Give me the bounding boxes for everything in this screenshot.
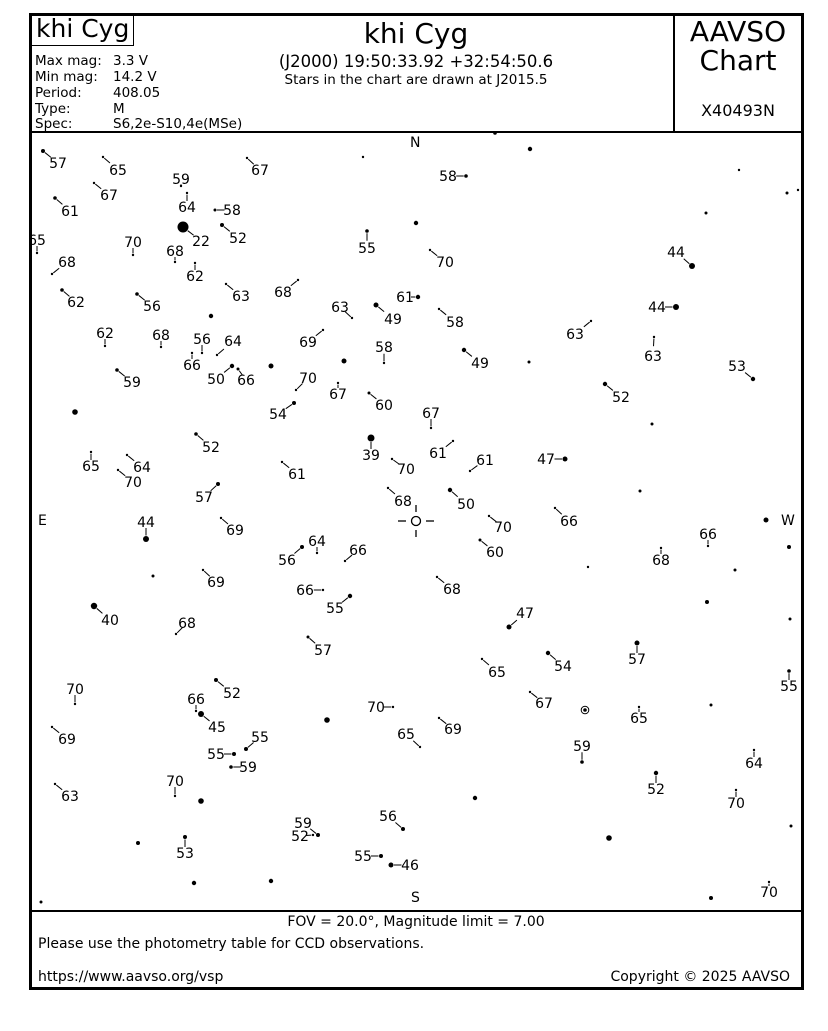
brand-line-2: Chart — [699, 44, 777, 77]
star-label-12: 68 — [166, 244, 184, 260]
star-label-25: 63 — [331, 300, 349, 316]
star-label-92: 65 — [630, 711, 648, 727]
direction-north: N — [410, 135, 421, 151]
direction-south: S — [411, 890, 420, 906]
star-label-87: 45 — [208, 720, 226, 736]
star-label-28: 63 — [566, 327, 584, 343]
info-label-period: Period: — [35, 85, 82, 101]
star-label-97: 59 — [573, 739, 591, 755]
star-label-4: 59 — [172, 172, 190, 188]
star-label-41: 54 — [269, 407, 287, 423]
star-label-63: 69 — [226, 523, 244, 539]
aavso-brand — [676, 17, 800, 75]
star-label-98: 64 — [745, 756, 763, 772]
star-label-14: 68 — [58, 255, 76, 271]
star-label-84: 52 — [223, 686, 241, 702]
star-label-83: 55 — [780, 679, 798, 695]
star-label-57: 61 — [288, 467, 306, 483]
star-label-10: 65 — [28, 233, 46, 249]
coordinates: (J2000) 19:50:33.92 +32:54:50.6 — [278, 52, 554, 71]
star-label-109: 70 — [760, 885, 778, 901]
info-value-type: M — [113, 101, 125, 117]
star-label-37: 69 — [299, 335, 317, 351]
star-label-104: 59 — [294, 816, 312, 832]
star-label-103: 56 — [379, 809, 397, 825]
star-label-27: 58 — [446, 315, 464, 331]
star-label-0: 57 — [49, 156, 67, 172]
star-label-68: 60 — [486, 545, 504, 561]
star-label-88: 67 — [535, 696, 553, 712]
star-label-17: 62 — [67, 295, 85, 311]
star-label-91: 65 — [397, 727, 415, 743]
star-label-70: 68 — [652, 553, 670, 569]
aavso-url[interactable]: https://www.aavso.org/vsp — [38, 969, 224, 985]
star-label-43: 67 — [329, 387, 347, 403]
star-label-7: 61 — [61, 204, 79, 220]
star-label-65: 56 — [278, 553, 296, 569]
star-label-105: 52 — [291, 829, 309, 845]
star-label-31: 68 — [152, 328, 170, 344]
star-label-5: 64 — [178, 200, 196, 216]
star-label-15: 63 — [232, 289, 250, 305]
star-label-81: 65 — [488, 665, 506, 681]
star-label-94: 55 — [251, 730, 269, 746]
star-label-86: 66 — [187, 692, 205, 708]
direction-west: W — [781, 513, 795, 529]
star-label-46: 53 — [728, 359, 746, 375]
star-label-8: 22 — [192, 234, 210, 250]
info-value-spec: S6,2e-S10,4e(MSe) — [113, 116, 243, 132]
star-label-1: 65 — [109, 163, 127, 179]
chart-frame — [29, 13, 804, 990]
star-label-51: 70 — [397, 462, 415, 478]
star-label-42: 70 — [299, 371, 317, 387]
star-label-45: 52 — [612, 390, 630, 406]
info-label-min-mag: Min mag: — [35, 69, 98, 85]
star-label-100: 70 — [166, 774, 184, 790]
star-label-102: 70 — [727, 796, 745, 812]
star-label-30: 62 — [96, 326, 114, 342]
star-label-72: 69 — [207, 575, 225, 591]
star-label-82: 57 — [628, 652, 646, 668]
star-label-101: 52 — [647, 782, 665, 798]
chart-id: X40493N — [701, 101, 775, 120]
photometry-note: Please use the photometry table for CCD observations. — [38, 936, 425, 952]
star-label-89: 70 — [367, 700, 385, 716]
star-label-95: 55 — [207, 747, 225, 763]
star-label-52: 61 — [476, 453, 494, 469]
star-label-53: 47 — [537, 452, 555, 468]
star-label-106: 53 — [176, 846, 194, 862]
star-label-50: 61 — [429, 446, 447, 462]
star-label-62: 66 — [560, 514, 578, 530]
star-label-93: 69 — [58, 732, 76, 748]
info-label-type: Type: — [35, 101, 71, 117]
star-label-34: 66 — [183, 358, 201, 374]
star-label-9: 52 — [229, 231, 247, 247]
star-label-32: 56 — [193, 332, 211, 348]
star-name: khi Cyg — [36, 14, 130, 43]
star-label-11: 70 — [124, 235, 142, 251]
star-label-13: 62 — [186, 269, 204, 285]
star-label-22: 44 — [667, 245, 685, 261]
info-label-spec: Spec: — [35, 116, 73, 132]
star-label-64: 44 — [137, 515, 155, 531]
star-label-108: 46 — [401, 858, 419, 874]
star-label-74: 66 — [296, 583, 314, 599]
star-label-99: 63 — [61, 789, 79, 805]
copyright: Copyright © 2025 AAVSO — [610, 969, 790, 985]
star-label-76: 40 — [101, 613, 119, 629]
star-label-49: 39 — [362, 448, 380, 464]
star-label-77: 47 — [516, 606, 534, 622]
star-label-33: 64 — [224, 334, 242, 350]
star-label-23: 44 — [648, 300, 666, 316]
star-label-38: 58 — [375, 340, 393, 356]
star-label-29: 63 — [644, 349, 662, 365]
star-label-90: 69 — [444, 722, 462, 738]
info-value-max-mag: 3.3 V — [113, 53, 148, 69]
star-label-73: 68 — [443, 582, 461, 598]
star-label-6: 58 — [223, 203, 241, 219]
info-value-period: 408.05 — [113, 85, 161, 101]
chart-title: khi Cyg — [363, 17, 469, 50]
brand-line-1: AAVSO — [689, 15, 787, 48]
star-label-44: 60 — [375, 398, 393, 414]
star-label-60: 50 — [457, 497, 475, 513]
footer-top-rule — [30, 910, 802, 912]
star-label-80: 54 — [554, 659, 572, 675]
star-label-20: 70 — [436, 255, 454, 271]
star-label-16: 68 — [274, 285, 292, 301]
star-label-58: 57 — [195, 490, 213, 506]
info-value-min-mag: 14.2 V — [113, 69, 157, 85]
star-label-96: 59 — [239, 760, 257, 776]
header-divider — [673, 14, 675, 131]
star-label-85: 70 — [66, 682, 84, 698]
star-label-61: 70 — [494, 520, 512, 536]
star-label-24: 49 — [384, 312, 402, 328]
star-label-69: 66 — [699, 527, 717, 543]
star-label-107: 55 — [354, 849, 372, 865]
star-label-56: 70 — [124, 475, 142, 491]
direction-east: E — [38, 513, 47, 529]
star-label-39: 49 — [471, 356, 489, 372]
star-label-26: 61 — [396, 290, 414, 306]
star-label-18: 56 — [143, 299, 161, 315]
star-label-67: 66 — [349, 543, 367, 559]
star-label-79: 57 — [314, 643, 332, 659]
epoch-note: Stars in the chart are drawn at J2015.5 — [284, 72, 548, 88]
star-label-48: 52 — [202, 440, 220, 456]
star-label-47: 67 — [422, 406, 440, 422]
star-label-78: 68 — [178, 616, 196, 632]
star-label-3: 67 — [100, 188, 118, 204]
star-label-59: 68 — [394, 494, 412, 510]
star-label-55: 64 — [133, 460, 151, 476]
star-label-36: 66 — [237, 373, 255, 389]
star-label-54: 65 — [82, 459, 100, 475]
star-label-35: 50 — [207, 372, 225, 388]
star-label-75: 55 — [326, 601, 344, 617]
star-label-21: 58 — [439, 169, 457, 185]
star-label-66: 64 — [308, 534, 326, 550]
fov-text: FOV = 20.0°, Magnitude limit = 7.00 — [287, 914, 545, 930]
star-label-19: 55 — [358, 241, 376, 257]
star-label-2: 67 — [251, 163, 269, 179]
star-label-40: 59 — [123, 375, 141, 391]
info-label-max-mag: Max mag: — [35, 53, 102, 69]
